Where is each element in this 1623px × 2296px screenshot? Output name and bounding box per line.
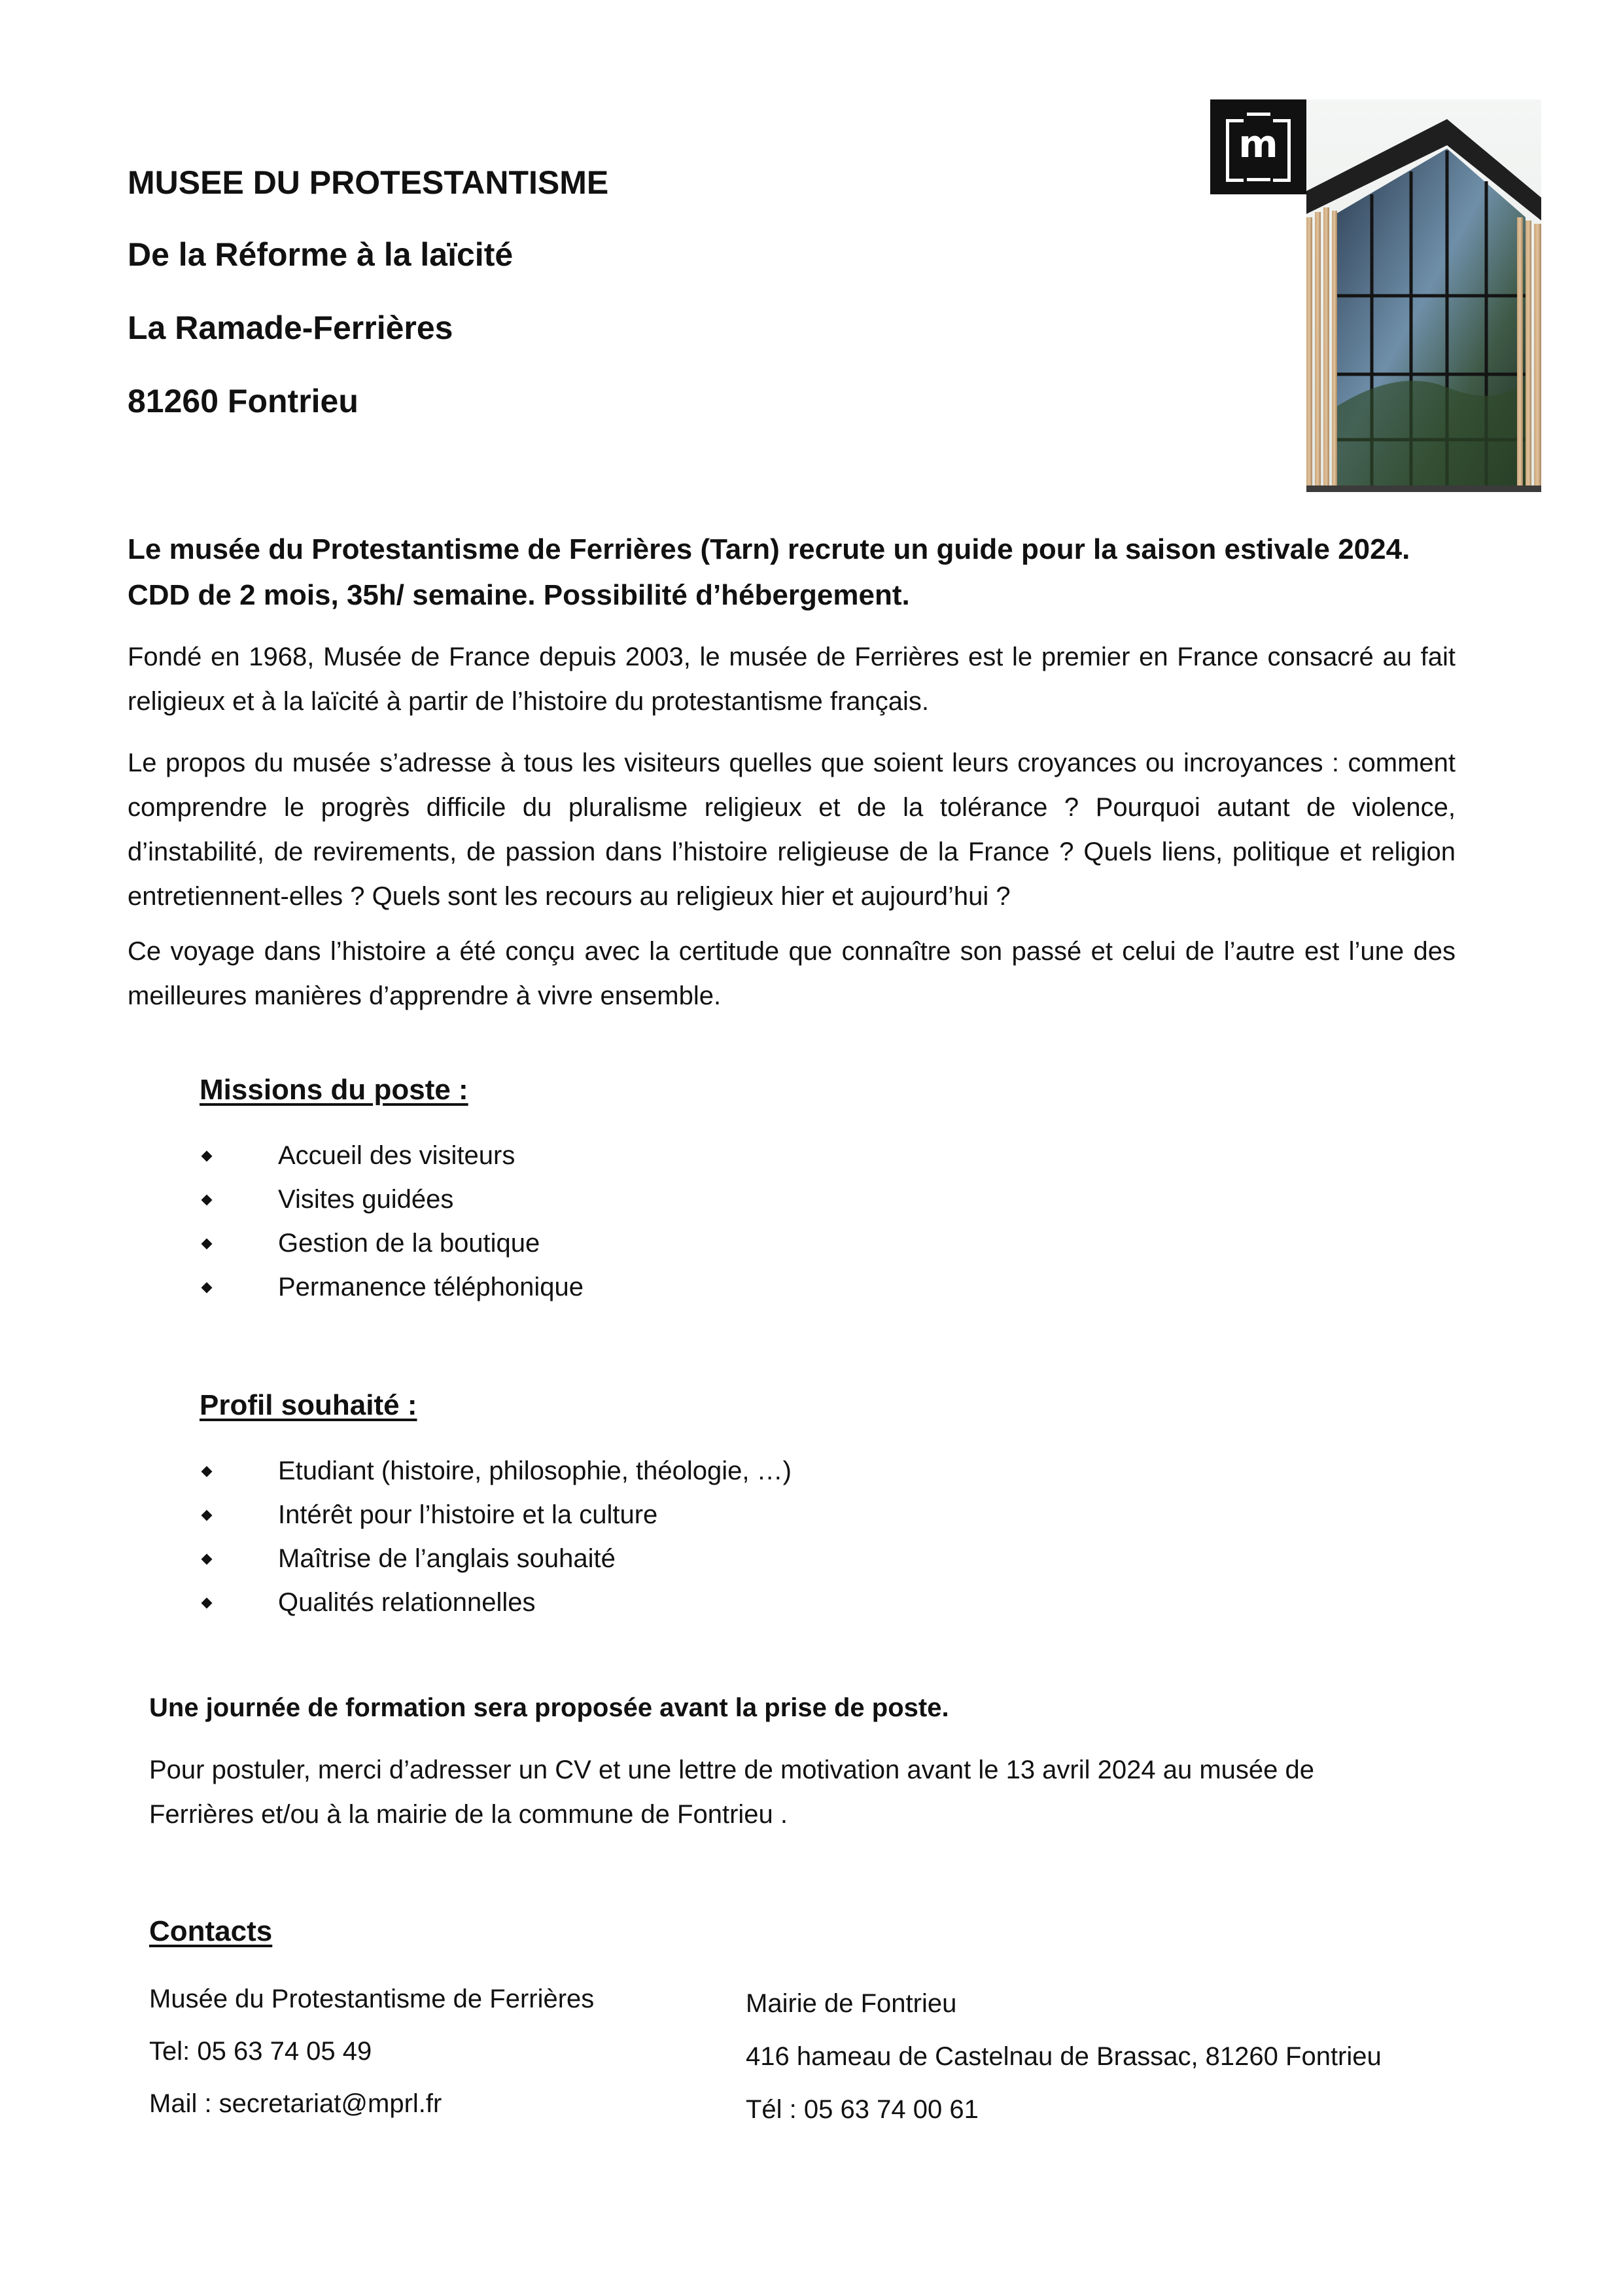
museum-logo: [1210, 99, 1306, 194]
contact-mairie-address: 416 hameau de Castelnau de Brassac, 81260 Fontrieu: [746, 2042, 1382, 2071]
contact-mairie-name: Mairie de Fontrieu: [746, 1989, 957, 2018]
contact-museum-name: Musée du Protestantisme de Ferrières: [149, 1985, 595, 2013]
diamond-bullet-icon: [201, 1510, 213, 1521]
contact-museum-phone: Tel: 05 63 74 05 49: [149, 2037, 372, 2066]
logo-top-bar: [1247, 113, 1270, 116]
contact-mairie-phone: Tél : 05 63 74 00 61: [746, 2095, 979, 2124]
contact-museum-email: Mail : secretariat@mprl.fr: [149, 2089, 442, 2118]
museum-locality: La Ramade-Ferrières: [128, 309, 453, 346]
journey-paragraph: Ce voyage dans l’histoire a été conçu avec la certitude que connaître son passé et celui de l’autre est l’une des meilleures manières d’apprendre à vivre ensemble.: [128, 937, 1456, 1010]
diamond-bullet-icon: [201, 1554, 213, 1565]
logo-bottom-bar: [1247, 178, 1270, 181]
diamond-bullet-icon: [201, 1598, 213, 1609]
museum-history-paragraph: Fondé en 1968, Musée de France depuis 2003, le musée de Ferrières est le premier en France consacré au fait religieux et à la laïcité à partir de l’histoire du protestantisme français.: [128, 643, 1456, 716]
contacts-title: Contacts: [149, 1915, 273, 1947]
diamond-bullet-icon: [201, 1282, 213, 1294]
diamond-bullet-icon: [201, 1195, 213, 1206]
diamond-bullet-icon: [201, 1151, 213, 1162]
profile-title: Profil souhaité :: [200, 1389, 417, 1421]
museum-building-photo: [1306, 99, 1541, 492]
application-instructions-line2: Ferrières et/ou à la mairie de la commune de Fontrieu .: [149, 1800, 788, 1829]
missions-title: Missions du poste :: [200, 1074, 468, 1106]
contract-details: CDD de 2 mois, 35h/ semaine. Possibilité d’hébergement.: [128, 579, 910, 611]
application-instructions-line1: Pour postuler, merci d’adresser un CV et une lettre de motivation avant le 13 avril 2024 au musée de: [149, 1756, 1314, 1784]
job-announcement-headline: Le musée du Protestantisme de Ferrières (Tarn) recrute un guide pour la saison estivale 2024.: [128, 533, 1410, 565]
training-notice: Une journée de formation sera proposée avant la prise de poste.: [149, 1693, 949, 1722]
museum-name: MUSEE DU PROTESTANTISME: [128, 164, 609, 201]
museum-postcode: 81260 Fontrieu: [128, 383, 358, 419]
logo-letter: m: [1238, 122, 1278, 166]
diamond-bullet-icon: [201, 1466, 213, 1477]
museum-subtitle: De la Réforme à la laïcité: [128, 236, 514, 273]
museum-purpose-paragraph: Le propos du musée s’adresse à tous les visiteurs quelles que soient leurs croyances ou incroyances : comment comprendre le progrès difficile du pluralisme religieux et de la tolérance ? Pourquoi autant de violence, d’instabilité, de revirements, de passion dans l’histoire religieuse de la France ? Quels liens, politique et religion entretiennent-elles ? Quels sont les recours au religieux hier et aujourd’hui ?: [128, 749, 1456, 911]
diamond-bullet-icon: [201, 1239, 213, 1250]
